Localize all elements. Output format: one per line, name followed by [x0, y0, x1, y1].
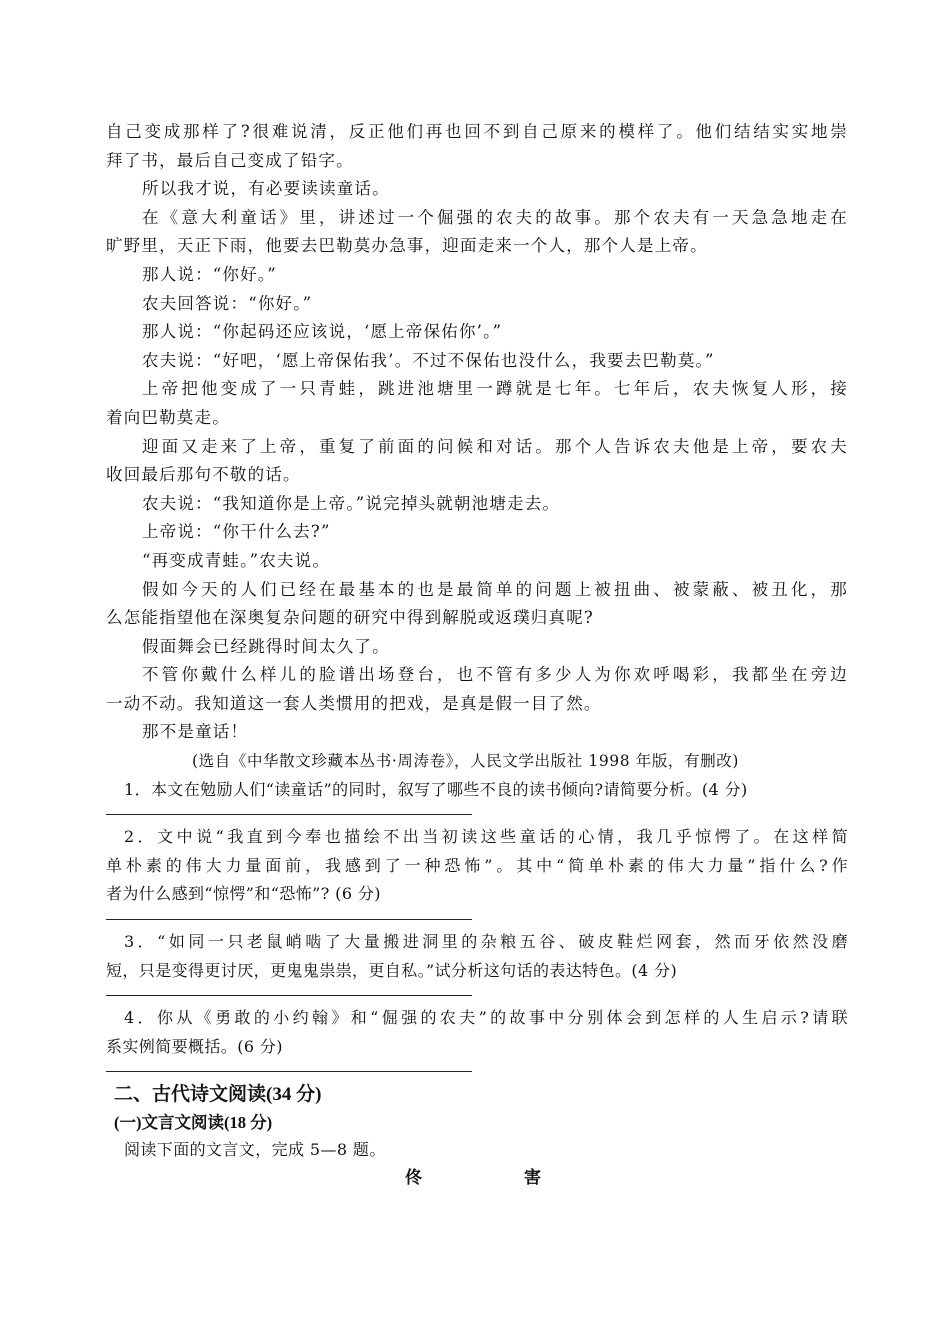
question-text: 短，只是变得更讨厌，更鬼鬼祟祟，更自私。”试分析这句话的表达特色。(4 分) [106, 960, 678, 980]
essay-line: 农夫说：“好吧，‘愿上帝保佑我’。不过不保佑也没什么，我要去巴勒莫。” [142, 350, 715, 370]
essay-line: 假面舞会已经跳得时间太久了。 [142, 636, 390, 656]
essay-body [106, 118, 848, 747]
essay-line: 农夫回答说：“你好。” [142, 293, 313, 313]
answer-line[interactable] [106, 814, 472, 815]
question-text: 系实例简要概括。(6 分) [106, 1036, 283, 1056]
classical-text-title: 佟 害 [405, 1168, 589, 1189]
answer-line[interactable] [106, 919, 472, 920]
essay-line: “再变成青蛙。”农夫说。 [142, 550, 331, 570]
essay-line: 收回最后那句不敬的话。 [106, 465, 301, 485]
essay-line: 在《意大利童话》里，讲述过一个倔强的农夫的故事。那个农夫有一天急急地走在 [142, 207, 848, 227]
answer-line[interactable] [106, 995, 472, 996]
essay-line: 所以我才说，有必要读读童话。 [142, 179, 390, 199]
essay-line: 自己变成那样了?很难说清，反正他们再也回不到自己原来的模样了。他们结结实实地崇 [106, 122, 848, 141]
questions-section [106, 776, 848, 1073]
question-block [106, 1004, 848, 1072]
essay-line: 不管你戴什么样儿的脸谱出场登台，也不管有多少人为你欢呼喝彩，我都坐在旁边 [142, 665, 848, 685]
answer-line[interactable] [106, 1071, 472, 1072]
essay-line: 迎面又走来了上帝，重复了前面的问候和对话。那个人告诉农夫他是上帝，要农夫 [142, 436, 848, 456]
question-text: 1．本文在勉励人们“读童话”的同时，叙写了哪些不良的读书倾向?请简要分析。(4 分) [124, 779, 748, 799]
question-text: 3．“如同一只老鼠峭啮了大量搬进洞里的杂粮五谷、破皮鞋烂网套，然而牙依然没磨 [124, 932, 848, 952]
instruction-text: 阅读下面的文言文，完成 5—8 题。 [124, 1140, 386, 1160]
question-text: 单朴素的伟大力量面前，我感到了一种恐怖”。其中“简单朴素的伟大力量”指什么?作 [106, 855, 848, 875]
section-title: 二、古代诗文阅读(34 分) [114, 1084, 322, 1106]
essay-line: 那不是童话！ [142, 722, 249, 742]
essay-line: 上帝把他变成了一只青蛙，跳进池塘里一蹲就是七年。七年后，农夫恢复人形，接 [142, 379, 848, 399]
essay-line: 那人说：“你起码还应该说，‘愿上帝保佑你’。” [142, 322, 503, 342]
essay-line: 着向巴勒莫走。 [106, 407, 230, 427]
document-page [106, 118, 848, 1192]
essay-line: 假如今天的人们已经在最基本的也是最简单的问题上被扭曲、被蒙蔽、被丑化，那 [142, 579, 848, 599]
essay-line: 拜了书，最后自己变成了铅字。 [106, 150, 354, 170]
question-block [106, 928, 848, 996]
question-block [106, 776, 848, 816]
source-citation: (选自《中华散文珍藏本丛书·周涛卷》，人民文学出版社 1998 年版，有删改) [192, 752, 739, 771]
subsection-title: (一)文言文阅读(18 分) [114, 1113, 273, 1133]
essay-line: 上帝说：“你干什么去?” [142, 522, 331, 542]
essay-line: 那人说：“你好。” [142, 264, 277, 284]
question-text: 者为什么感到“惊愕”和“恐怖”? (6 分) [106, 884, 381, 904]
essay-line: 旷野里，天正下雨，他要去巴勒莫办急事，迎面走来一个人，那个人是上帝。 [106, 236, 708, 256]
essay-line: 么怎能指望他在深奥复杂问题的研究中得到解脱或返璞归真呢? [106, 608, 594, 628]
question-text: 4．你从《勇敢的小约翰》和“倔强的农夫”的故事中分别体会到怎样的人生启示?请联 [124, 1008, 848, 1028]
essay-line: 一动不动。我知道这一套人类惯用的把戏，是真是假一目了然。 [106, 693, 602, 713]
essay-line: 农夫说：“我知道你是上帝。”说完掉头就朝池塘走去。 [142, 493, 561, 513]
question-block [106, 823, 848, 920]
question-text: 2．文中说“我直到今奉也描绘不出当初读这些童话的心情，我几乎惊愕了。在这样简 [124, 827, 848, 847]
